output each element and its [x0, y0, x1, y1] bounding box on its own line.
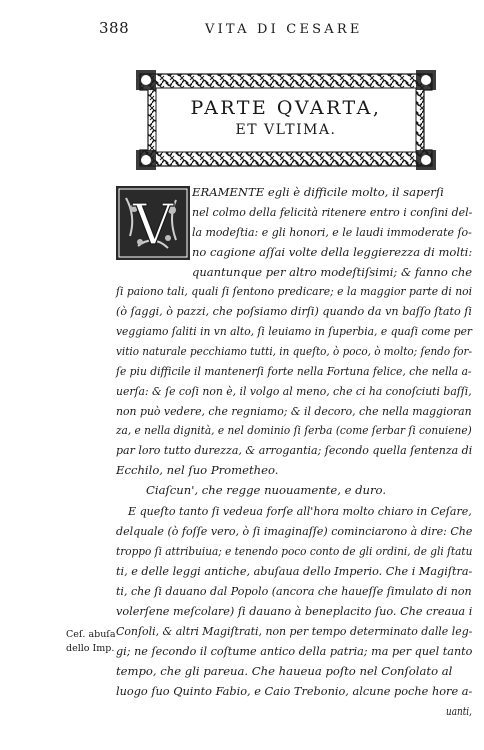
- body-line: par loro tutto durezza, & arrogantia; ſecondo quella ſentenza di: [116, 443, 473, 457]
- body-line: za, e nella dignità, e nel dominio ſi ſerba (come ſerbar ſi conuiene): [116, 423, 472, 437]
- body-line: uerſa: & ſe coſi non è, il volgo al meno, che ci ha conoſciuti baſſi,: [116, 384, 472, 398]
- body-line: uanti,: [446, 704, 472, 718]
- section-subtitle: ET VLTIMA.: [235, 122, 337, 138]
- initial-letter: V: [132, 193, 174, 258]
- body-line: nel colmo della felicità ritenere entro i conſini del-: [192, 205, 473, 219]
- marginal-note: Ceſ. abuſa: [66, 629, 116, 640]
- body-line: Ecchilo, nel ſuo Prometheo.: [116, 463, 279, 477]
- body-line: veggiamo ſaliti in vn alto, ſi leuiamo in ſuperbia, e quaſi come per: [116, 324, 473, 338]
- body-line: no cagione aſſai volte della leggierezza di molti:: [192, 245, 473, 259]
- body-line: volerſene meſcolare) ſi dauano à beneplacito ſuo. Che creaua i: [116, 604, 473, 618]
- body-line: Conſoli, & altri Magiſtrati, non per tempo determinato dalle leg-: [116, 624, 473, 638]
- body-line: ſe piu difficile il mantenerſi forte nella Fortuna felice, che nella a-: [116, 364, 472, 378]
- marginal-note: dello Imp.: [66, 643, 115, 654]
- body-line: la modeſtia: e gli honori, e le laudi immoderate ſo-: [192, 225, 472, 239]
- body-line: Ciaſcun', che regge nuouamente, e duro.: [146, 483, 387, 497]
- section-title: PARTE QVARTA,: [190, 97, 382, 119]
- body-line: ti, e delle leggi antiche, abuſaua dello Imperio. Che i Magiſtra-: [116, 564, 473, 578]
- running-title: VITA DI CESARE: [205, 22, 363, 37]
- body-line: delquale (ò foſſe vero, ò ſi imaginaſſe) cominciarono à dire: Che: [116, 524, 473, 538]
- body-line: (ò ſaggi, ò pazzi, che poſsiamo dirſi) quando da vn baſſo ſtato ſi: [116, 304, 472, 318]
- body-line: troppo ſi attribuiua; e tenendo poco conto de gli ordini, de gli ſtatu: [116, 544, 473, 558]
- page-number: 388: [99, 19, 130, 37]
- body-line: luogo ſuo Quinto Fabio, e Caio Trebonio, alcune poche hore a-: [116, 684, 473, 698]
- body-line: E queſto tanto ſi vedeua forſe all'hora molto chiaro in Ceſare,: [128, 504, 472, 518]
- body-line: tempo, che gli pareua. Che haueua poſto nel Conſolato al: [116, 664, 453, 678]
- body-line: ſi paiono tali, quali ſi ſentono predicare; e la maggior parte di noi: [116, 284, 473, 298]
- body-line: gi; ne ſecondo il coſtume antico della patria; ma per quel tanto: [116, 644, 473, 658]
- body-line: ti, che ſi dauano dal Popolo (ancora che haueſſe ſimulato di non: [116, 584, 472, 598]
- body-line: quantunque per altro modeſtiſsimi; & fanno che: [192, 265, 473, 279]
- body-line: non può vedere, che regniamo; & il decoro, che nella maggioran: [116, 404, 472, 418]
- body-line: ERAMENTE egli è difficile molto, il saperſi: [192, 185, 444, 199]
- body-line: vitio naturale pecchiamo tutti, in queſto, ò poco, ò molto; ſendo for-: [116, 344, 473, 358]
